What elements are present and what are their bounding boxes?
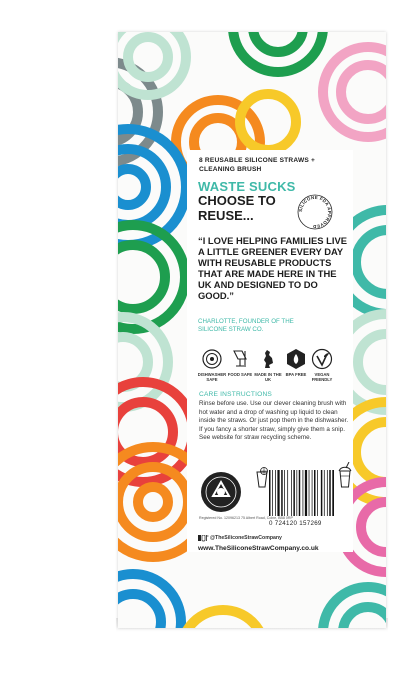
vegan-icon: [311, 348, 333, 370]
recycling-logo: [199, 470, 243, 514]
barcode-bar: [293, 470, 295, 516]
care-instructions-heading: CARE INSTRUCTIONS: [199, 391, 273, 398]
feature-label-made-in-uk: MADE IN THE UK: [254, 372, 282, 382]
barcode-bar: [324, 470, 325, 516]
uk-map-icon: [257, 348, 279, 370]
quote-author: CHARLOTTE, FOUNDER OF THE SILICONE STRAW CO.: [198, 318, 294, 333]
barcode-bar: [305, 470, 307, 516]
dishwasher-icon: [201, 348, 223, 370]
feature-label-bpa-free: BPA FREE: [285, 372, 307, 377]
social-handle: @TheSiliconeStrawCompany: [210, 535, 282, 541]
barcode-bar: [284, 470, 285, 516]
bpa-free-icon: [285, 348, 307, 370]
barcode-bar: [281, 470, 283, 516]
website-url: www.TheSiliconeStrawCompany.co.uk: [198, 545, 319, 552]
barcode-bar: [309, 470, 310, 516]
barcode-bar: [296, 470, 297, 516]
barcode-bar: [287, 470, 288, 516]
product-tagline: 8 REUSABLE SILICONE STRAWS + CLEANING BRUSH: [199, 157, 316, 173]
company-registration: Registered No. 12096213 75 Albert Road, Colne, BB8 0RP: [199, 516, 293, 520]
feature-label-food-safe: FOOD SAFE: [227, 372, 253, 377]
glass-icon: [255, 466, 269, 488]
barcode-bar: [277, 470, 279, 516]
badge-text: SILICONE FDA APPROVED: [297, 194, 333, 230]
barcode-bar: [303, 470, 304, 516]
barcode-bar: [332, 470, 334, 516]
barcode-bar: [275, 470, 276, 516]
barcode-bar: [321, 470, 323, 516]
care-instructions-text: Rinse before use. Use our clever cleaning brush with hot water and a drop of washing up liquid to clean inside the straws. Or just pop them in the dishwasher. If you fancy a shorter straw, simply give them a snip. See website for straw recycling scheme.: [199, 400, 349, 442]
fda-approved-badge: [296, 193, 334, 231]
feature-label-dishwasher: DISHWASHER SAFE: [197, 372, 227, 382]
barcode-bar: [269, 470, 271, 516]
barcode-bar: [317, 470, 318, 516]
barcode-bar: [299, 470, 301, 516]
barcode-number: 0 724120 157269: [269, 520, 322, 527]
food-safe-icon: [229, 348, 251, 370]
social-icons: [198, 535, 209, 542]
barcode-bar: [272, 470, 273, 516]
barcode-bar: [291, 470, 292, 516]
barcode: [268, 470, 334, 518]
headline-choose-to-reuse: CHOOSE TO REUSE...: [198, 193, 276, 223]
headline-waste-sucks: WASTE SUCKS: [198, 179, 296, 194]
feature-label-vegan: VEGAN FRIENDLY: [311, 372, 333, 382]
founder-quote: “I LOVE HELPING FAMILIES LIVE A LITTLE GREENER EVERY DAY WITH REUSABLE PRODUCTS THAT ARE MADE HERE IN THE UK AND DESIGNED TO DO GOOD.”: [198, 235, 347, 301]
barcode-bar: [314, 470, 316, 516]
barcode-bar: [327, 470, 328, 516]
barcode-bar: [312, 470, 313, 516]
drink-cup-icon: [338, 462, 352, 488]
barcode-bar: [329, 470, 331, 516]
